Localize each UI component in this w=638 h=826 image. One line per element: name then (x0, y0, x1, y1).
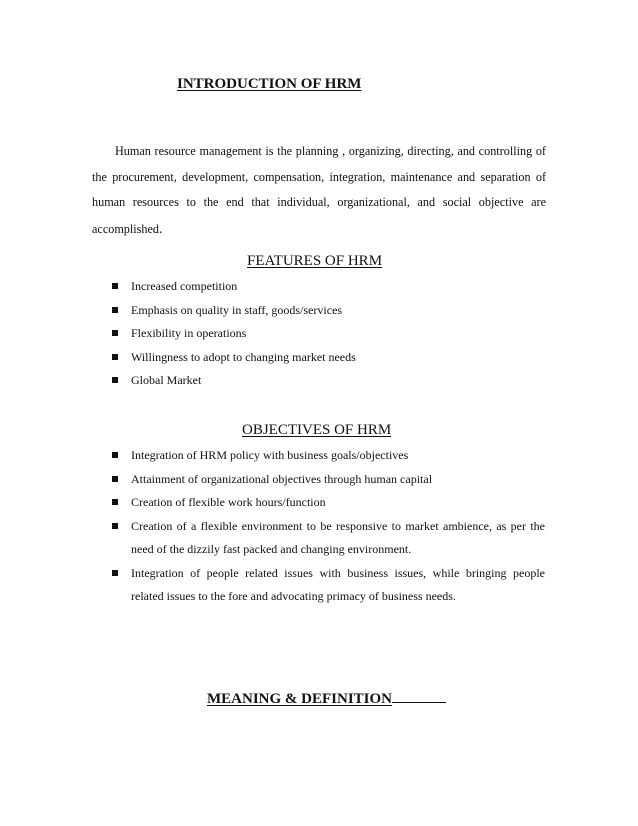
list-item-text: Willingness to adopt to changing market needs (131, 349, 356, 364)
intro-paragraph (92, 139, 546, 242)
bullet-square-icon (112, 452, 118, 458)
bullet-square-icon (112, 476, 118, 482)
features-list (0, 275, 545, 393)
bullet-square-icon (112, 354, 118, 360)
bullet-square-icon (112, 377, 118, 383)
list-item-text: Creation of flexible work hours/function (131, 495, 326, 509)
list-item (0, 369, 545, 393)
list-item-text: Integration of HRM policy with business goals/objectives (131, 448, 409, 462)
heading-underline-tail (392, 688, 446, 703)
list-item-text: Global Market (131, 373, 202, 387)
intro-paragraph-text: Human resource management is the planning , organizing, directing, and controlling of the procurement, development, compensation, integration, maintenance and separation of human resources to the end that individual, organizational, and social objective are accomplished (92, 144, 546, 236)
list-item-text: Creation of a flexible environment to be responsive to market ambience, as per the need of the dizzily fast packed and changing environment. (131, 518, 545, 556)
list-item-text: Integration of people related issues with business issues, while bringing people related issues to the fore and advocating primacy of business needs. (131, 565, 545, 603)
features-heading: FEATURES OF HRM (247, 253, 383, 269)
list-item (0, 515, 545, 562)
bullet-square-icon (112, 330, 118, 336)
list-item (0, 322, 545, 346)
list-item (0, 468, 545, 492)
list-item (0, 299, 545, 323)
bullet-square-icon (112, 283, 118, 289)
list-item (0, 275, 545, 299)
list-item (0, 491, 545, 515)
list-item (0, 346, 545, 370)
meaning-heading (207, 688, 446, 708)
meaning-heading-text: MEANING & DEFINITION (207, 691, 393, 707)
bullet-square-icon (112, 499, 118, 505)
intro-paragraph-end: . (159, 220, 163, 236)
objectives-list (0, 444, 545, 609)
list-item-text: Flexibility in operations (131, 326, 247, 340)
bullet-square-icon (112, 523, 118, 529)
bullet-square-icon (112, 570, 118, 576)
list-item-text: Increased competition (131, 279, 238, 293)
list-item (0, 444, 545, 468)
list-item (0, 562, 545, 609)
intro-heading: INTRODUCTION OF HRM (177, 76, 362, 92)
list-item-text: Attainment of organizational objectives through human capital (131, 471, 433, 486)
list-item-text: Emphasis on quality in staff, goods/services (131, 302, 343, 317)
objectives-heading: OBJECTIVES OF HRM (242, 422, 392, 438)
bullet-square-icon (112, 307, 118, 313)
